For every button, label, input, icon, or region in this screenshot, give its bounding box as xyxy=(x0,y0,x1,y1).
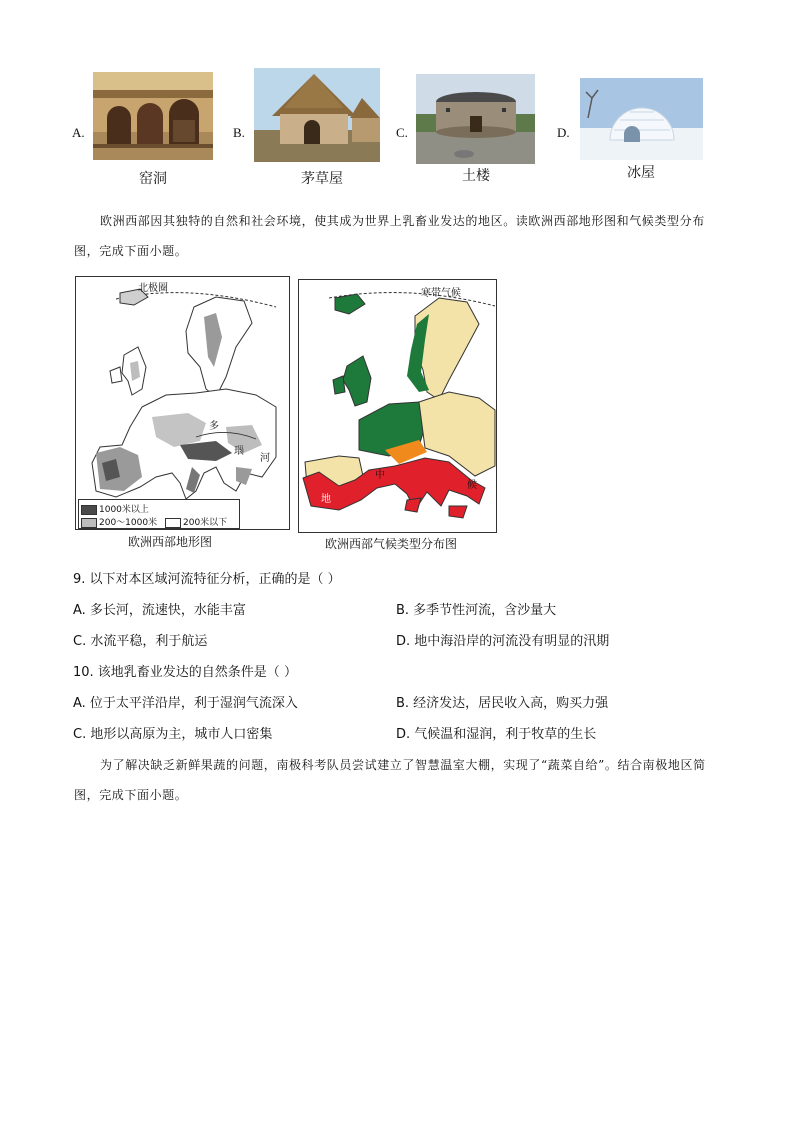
terrain-map xyxy=(75,276,290,530)
option-c-letter: C. xyxy=(396,125,408,140)
terrain-legend xyxy=(78,499,240,529)
legend-mid: 200～1000米 xyxy=(81,515,157,528)
question-10-option-c[interactable]: C. 地形以高原为主，城市人口密集 xyxy=(73,727,273,742)
question-10-option-d[interactable]: D. 气候温和湿润，利于牧草的生长 xyxy=(396,727,597,742)
question-10-option-a[interactable]: A. 位于太平洋沿岸，利于湿润气流深入 xyxy=(73,696,298,711)
intro-antarctic: 为了解决缺乏新鲜果蔬的问题，南极科考队员尝试建立了智慧温室大棚，实现了“蔬菜自给”。结合南极地区简图，完成下面小题。 xyxy=(74,758,706,802)
earth-building-photo xyxy=(416,74,535,164)
question-10-option-b[interactable]: B. 经济发达，居民收入高，购买力强 xyxy=(396,696,609,711)
option-a-caption: 窑洞 xyxy=(139,171,167,187)
question-9-option-d[interactable]: D. 地中海沿岸的河流没有明显的汛期 xyxy=(396,634,610,649)
label-cold-climate: 寒带气候 xyxy=(421,288,461,299)
thatched-hut-photo xyxy=(254,68,380,162)
climate-map-caption: 欧洲西部气候类型分布图 xyxy=(325,537,458,551)
question-9-option-c[interactable]: C. 水流平稳，利于航运 xyxy=(73,634,208,649)
option-a-letter: A. xyxy=(72,125,85,140)
option-c-caption: 土楼 xyxy=(462,168,490,184)
igloo-photo xyxy=(580,78,703,160)
label-terrain-2: 瑙 xyxy=(234,446,244,457)
label-arctic-circle: 北极圈 xyxy=(138,283,168,294)
question-9-option-b[interactable]: B. 多季节性河流，含沙量大 xyxy=(396,603,557,618)
intro-europe: 欧洲西部因其独特的自然和社会环境，使其成为世界上乳畜业发达的地区。读欧洲西部地形图和气候类型分布图，完成下面小题。 xyxy=(74,214,705,258)
label-terrain-3: 河 xyxy=(260,453,270,464)
label-terrain-1: 多 xyxy=(209,421,219,432)
climate-map xyxy=(298,279,497,533)
label-climate-3: 候 xyxy=(467,480,477,491)
option-d-letter: D. xyxy=(557,125,570,140)
option-b-letter: B. xyxy=(233,125,245,140)
legend-high: 1000米以上 xyxy=(81,502,149,515)
label-climate-2: 中 xyxy=(375,470,385,481)
question-9-option-a[interactable]: A. 多长河，流速快，水能丰富 xyxy=(73,603,246,618)
legend-low: 200米以下 xyxy=(165,515,227,528)
option-b-caption: 茅草屋 xyxy=(301,171,343,187)
label-climate-1: 地 xyxy=(321,494,331,505)
option-d-caption: 冰屋 xyxy=(627,165,655,181)
question-9-stem: 9. 以下对本区域河流特征分析，正确的是（ ） xyxy=(73,572,341,587)
question-10-stem: 10. 该地乳畜业发达的自然条件是（ ） xyxy=(73,665,297,680)
terrain-map-caption: 欧洲西部地形图 xyxy=(128,535,213,549)
cave-dwelling-photo xyxy=(93,72,213,160)
